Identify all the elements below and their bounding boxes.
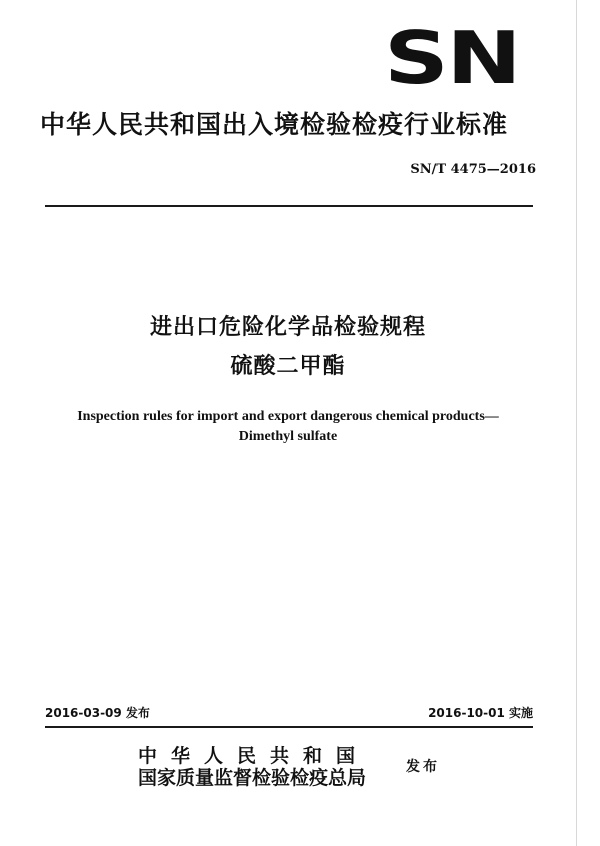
title-chinese-line-2: 硫酸二甲酯 bbox=[230, 354, 346, 379]
implementation-date: 2016-10-01 实施 bbox=[428, 706, 533, 720]
issuing-org-title: 中华人民共和国出入境检验检疫行业标准 bbox=[40, 110, 509, 139]
sn-logo bbox=[384, 16, 520, 100]
issue-date: 2016-03-09 发布 bbox=[45, 706, 150, 720]
standard-number: SN/T 4475—2016 bbox=[410, 162, 536, 177]
bottom-divider-rule bbox=[45, 726, 533, 728]
title-english-line-2: Dimethyl sulfate bbox=[238, 429, 338, 444]
sn-logo-text: SN bbox=[384, 16, 520, 100]
publish-label: 发布 bbox=[406, 759, 440, 775]
publisher-country: 中华人民共和国 bbox=[138, 745, 370, 767]
title-chinese-line-1: 进出口危险化学品检验规程 bbox=[149, 315, 426, 340]
page-edge-divider bbox=[576, 0, 577, 846]
publisher-agency: 国家质量监督检验检疫总局 bbox=[138, 767, 367, 789]
top-divider-rule bbox=[45, 205, 533, 207]
title-english-line-1: Inspection rules for import and export dangerous chemical products— bbox=[77, 409, 499, 424]
